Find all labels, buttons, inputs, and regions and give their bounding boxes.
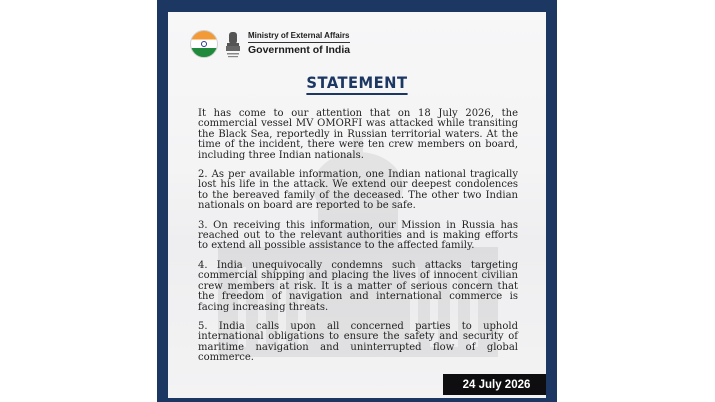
ministry-header xyxy=(190,28,350,60)
statement-body xyxy=(198,109,518,373)
paragraph-3: 3. On receiving this information, our Mission in Russia has reached out to the relevant authorities and is making efforts to extend all possible assistance to the affected family. xyxy=(198,219,518,252)
ministry-name: Ministry of External Affairs xyxy=(248,31,350,41)
paragraph-5: 5. India calls upon all concerned parties to uphold international obligations to ensure the safety and security of maritime navigation and uninterrupted flow of global commerce. xyxy=(198,320,518,364)
government-name: Government of India xyxy=(248,44,351,57)
statement-card xyxy=(157,0,557,402)
statement-title: STATEMENT xyxy=(306,73,407,95)
paragraph-1: It has come to our attention that on 18 July 2026, the commercial vessel MV OMORFI was attacked while transiting the Black Sea, reportedly in Russian territorial waters. At the time of the incident, there were ten crew members on board, including three Indian nationals. xyxy=(198,108,518,161)
statement-title-wrap xyxy=(168,73,546,95)
paragraph-4: 4. India unequivocally condemns such attacks targeting commercial shipping and placing the lives of innocent civilian crew members at risk. It is a matter of serious concern that the freedom of navigation and international commerce is facing increasing threats. xyxy=(198,259,518,313)
national-emblem-icon xyxy=(224,29,242,59)
paragraph-2: 2. As per available information, one Indian national tragically lost his life in the attack. We extend our deepest condolences to the bereaved family of the deceased. The other two Indian nationals on board are reported to be safe. xyxy=(198,169,518,212)
statement-panel xyxy=(168,12,546,398)
india-flag-icon xyxy=(190,30,218,58)
statement-date: 24 July 2026 xyxy=(443,374,546,395)
